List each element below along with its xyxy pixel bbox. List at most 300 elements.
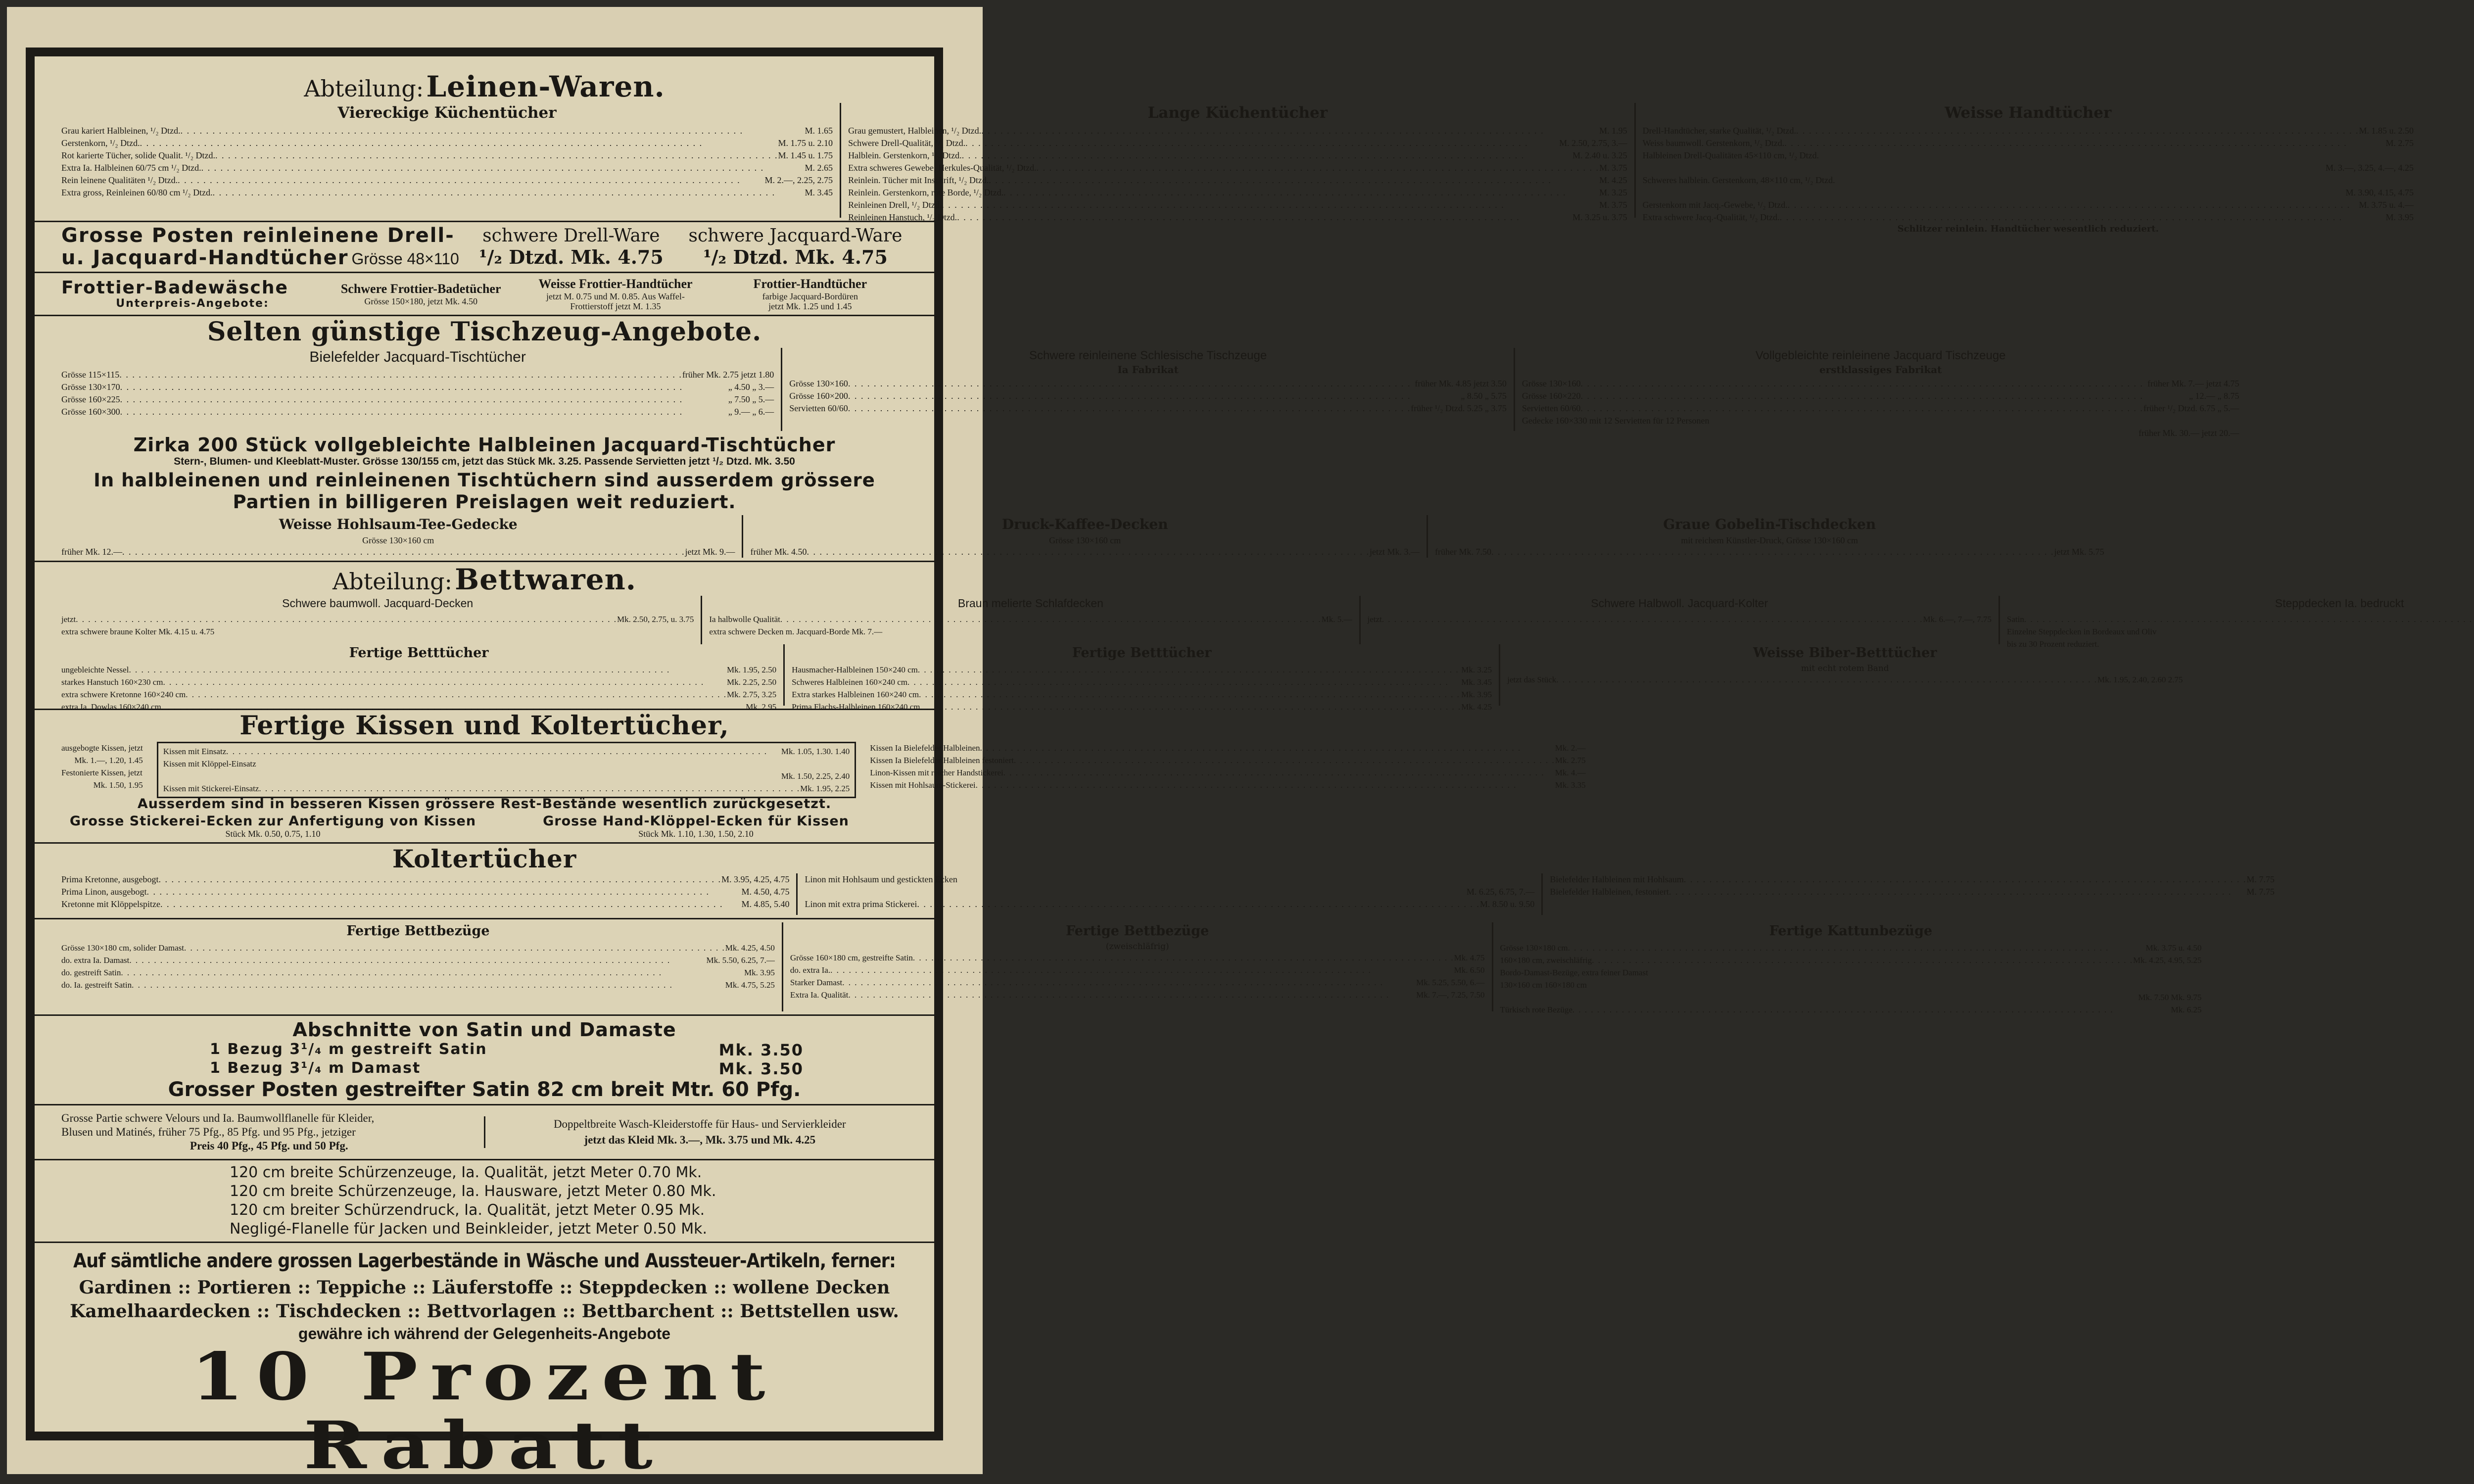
divider <box>35 272 934 273</box>
item-label: Bielefelder Halbleinen mit Hohlsaum <box>1550 874 1684 884</box>
item-label: Servietten 60/60 <box>1522 403 1581 413</box>
item-price: „ 9.— „ 6.— <box>728 407 774 417</box>
satin-line <box>61 1041 907 1059</box>
leader-dots <box>129 954 706 966</box>
item-label: Kissen mit Hohlsaum-Stickerei <box>870 780 976 790</box>
betttuecher-column <box>1499 644 2183 706</box>
schuerzen-line: 120 cm breite Schürzenzeuge, Ia. Hausware, jetzt Meter 0.80 Mk. <box>230 1183 716 1200</box>
zirka-heading: Zirka 200 Stück vollgebleichte Halbleinen Jacquard-Tischtücher <box>133 434 836 456</box>
jacquard-offer-price: ¹/₂ Dtzd. Mk. 4.75 <box>703 246 888 268</box>
column-title: Fertige Betttücher <box>1072 645 1212 661</box>
item-label: Satin <box>2006 615 2024 624</box>
price-line <box>709 625 1352 638</box>
offer-title: Frottier-Handtücher <box>753 277 867 291</box>
item-label: bis zu 30 Prozent reduziert. <box>2006 639 2099 649</box>
item-label: früher Mk. 4.50 <box>750 547 807 557</box>
item-price: M. 3.95, 4.25, 4.75 <box>721 874 790 884</box>
leader-dots <box>918 664 1461 676</box>
item-label: Reinlein. Gerstenkorn, rote Borde, ¹/₂ Dtzd. <box>848 188 1004 197</box>
leader-dots <box>186 688 727 701</box>
price-line <box>1643 199 2414 211</box>
kissen-box <box>157 742 856 798</box>
item-price: M. 1.95 <box>1599 126 1627 136</box>
item-label: Prima Flachs-Halbleinen 160×240 cm <box>792 702 920 712</box>
leader-dots <box>121 966 744 979</box>
heading-title: Fertige Kissen und Koltertücher, <box>239 711 729 741</box>
heading-title: Koltertücher <box>392 844 577 873</box>
leader-dots <box>1796 125 2359 137</box>
leader-dots <box>1522 427 2139 439</box>
item-label: Grösse 160×180 cm, gestreifte Satin <box>790 953 913 962</box>
item-label: Hausmacher-Halbleinen 150×240 cm <box>792 665 918 674</box>
section-heading-bettwaren <box>61 565 907 594</box>
schuerzen-list <box>61 1163 907 1239</box>
item-price: M. 7.75 <box>2246 874 2275 884</box>
divider <box>35 1104 934 1105</box>
leader-dots <box>119 369 682 381</box>
bett-column <box>701 596 1359 644</box>
price-line <box>61 688 776 701</box>
leader-dots <box>980 742 1555 754</box>
column-title: Vollgebleichte reinleinene Jacquard Tischzeuge <box>1755 349 2006 362</box>
leader-dots <box>215 149 778 162</box>
price-line <box>1368 613 1992 625</box>
price-line <box>1643 162 2414 174</box>
item-label: extra schwere Decken m. Jacquard-Borde Mk. 7.— <box>709 627 883 636</box>
item-label: Einzelne Steppdecken in Bordeaux und Oliv <box>2006 627 2157 636</box>
item-label: Grösse 160×300 <box>61 407 120 417</box>
item-price: Mk. 1.50, 2.25, 2.40 <box>781 771 850 781</box>
item-price: Mk. 3.75 u. 4.50 <box>2145 943 2202 953</box>
price-line <box>1500 991 2202 1004</box>
item-label: Grösse 160×220 <box>1522 391 1581 401</box>
item-label: Ia halbwolle Qualität <box>709 615 780 624</box>
price-line <box>805 898 1534 910</box>
item-price: Mk. 7.—, 7.25, 7.50 <box>1416 990 1485 1000</box>
leader-dots <box>1788 199 2359 211</box>
ecken-offer <box>484 814 907 839</box>
item-label: jetzt <box>61 615 76 624</box>
item-price: Mk. 1.95, 2.25 <box>800 784 850 793</box>
drell-offer <box>459 226 683 268</box>
item-price: Mk. 4.— <box>1555 768 1586 777</box>
bett-column <box>1359 596 1998 644</box>
price-line <box>848 187 1627 199</box>
item-label: Gerstenkorn, ¹/₂ Dtzd. <box>61 138 140 148</box>
item-price: Mk. 1.05, 1.30. 1.40 <box>781 747 850 756</box>
item-label: extra schwere braune Kolter Mk. 4.15 u. 4.75 <box>61 627 215 636</box>
price-line <box>1500 979 2202 991</box>
item-label: Extra schwere Jacq.-Qualität, ¹/₂ Dtzd. <box>1642 212 1780 222</box>
item-price: früher Mk. 2.75 jetzt 1.80 <box>682 370 774 380</box>
column-subtitle: Ia Fabrikat <box>1117 364 1179 376</box>
bezuege-columns <box>61 922 2202 1014</box>
leinen-column <box>61 103 840 218</box>
column-subtitle: erstklassiges Fabrikat <box>1819 364 1942 376</box>
price-line <box>61 162 833 174</box>
item-price: „ 4.50 „ 3.— <box>728 382 774 392</box>
price-line <box>870 754 1585 766</box>
kolter-columns <box>61 873 2275 915</box>
heading-prefix: Abteilung: <box>304 75 424 102</box>
heading-title: Selten günstige Tischzeug-Angebote. <box>207 317 762 347</box>
leader-dots <box>1580 402 2143 415</box>
item-price: M. 2.50, 2.75, 3.— <box>1559 138 1627 148</box>
column-title: Weisse Biber-Betttücher <box>1753 645 1937 661</box>
frottier-title <box>61 279 324 310</box>
item-price: Mk. 3.25 <box>1461 665 1492 674</box>
advertisement-frame <box>26 48 2414 1484</box>
price-line <box>61 754 143 766</box>
frottier-offer <box>518 277 713 311</box>
item-price: M. 3.45 <box>805 188 833 197</box>
item-label: Kretonne mit Klöppelspitze <box>61 899 160 909</box>
price-line <box>792 688 1492 701</box>
leader-dots <box>146 886 741 898</box>
item-label: do. gestreift Satin <box>61 968 121 977</box>
item-price: Mk. 4.75, 5.25 <box>725 980 775 990</box>
price-line <box>1643 174 2414 187</box>
item-price: Mk. 4.75 <box>1454 953 1485 962</box>
heading-title: Bettwaren. <box>455 563 636 596</box>
price-line <box>1643 211 2414 224</box>
drell-block <box>61 225 907 269</box>
item-price: Mk. 5.— <box>1321 615 1352 624</box>
heading-title: Leinen-Waren. <box>426 70 665 103</box>
item-label: do. extra Ia. <box>790 965 831 975</box>
item-price: M. 4.25 <box>1599 175 1627 185</box>
price-line <box>848 137 1627 149</box>
leader-dots <box>160 898 742 910</box>
leader-dots <box>965 137 1559 149</box>
price-line <box>61 954 775 966</box>
leader-dots <box>1592 954 2133 966</box>
price-line <box>61 873 789 886</box>
frottier-offer <box>713 277 907 311</box>
ecken-price: Stück Mk. 0.50, 0.75, 1.10 <box>225 829 321 839</box>
item-label: extra schwere Kretonne 160×240 cm <box>61 690 186 699</box>
leader-dots <box>848 378 1415 390</box>
velours-block <box>61 1108 907 1156</box>
item-label: Grösse 115×115 <box>61 370 120 380</box>
leader-dots <box>842 976 1416 989</box>
heading-prefix: Abteilung: <box>333 568 453 595</box>
item-price: Mk. 3.35 <box>1555 780 1586 790</box>
price-line <box>1522 427 2239 439</box>
price-line <box>61 664 776 676</box>
leader-dots <box>184 942 725 954</box>
size-text: Grösse 130×160 cm <box>362 535 434 545</box>
item-price: Mk. 4.25, 4.95, 5.25 <box>2133 956 2202 965</box>
item-price: jetzt Mk. 9.— <box>685 547 735 557</box>
leader-dots <box>1581 390 2189 402</box>
price-line <box>848 125 1627 137</box>
leader-dots <box>976 779 1555 791</box>
item-price: Mk. 5.25, 5.50, 6.— <box>1416 978 1485 987</box>
leader-dots <box>1037 162 1600 174</box>
column-title: Weisse Handtücher <box>1945 104 2112 122</box>
final-note: gewähre ich während der Gelegenheits-Angebote <box>298 1325 671 1342</box>
price-line <box>61 137 833 149</box>
leader-dots <box>962 149 1572 162</box>
item-label: starkes Hanstuch 160×230 cm <box>61 677 163 687</box>
wasch-offer <box>484 1116 908 1148</box>
bett-top-columns <box>61 596 2404 649</box>
kissen-column <box>61 742 150 794</box>
velours-text: Grosse Partie schwere Velours und Ia. Baumwollflanelle für Kleider, <box>61 1112 375 1124</box>
price-line <box>1522 390 2239 402</box>
leader-dots <box>181 125 805 137</box>
offer-text: Grösse 150×180, jetzt Mk. 4.50 <box>364 296 477 306</box>
kissen-columns <box>61 742 1586 794</box>
item-price: M. 3.95 <box>2385 212 2414 222</box>
betttuecher-column <box>61 644 783 712</box>
item-price: früher Mk. 4.85 jetzt 3.50 <box>1415 379 1507 388</box>
section-heading-tischzeug <box>61 319 907 345</box>
final-heading: Auf sämtliche andere grossen Lagerbestände in Wäsche und Aussteuer-Artikeln, ferner: <box>73 1250 896 1272</box>
item-price: Mk. 6.25 <box>2171 1005 2202 1014</box>
satin-line <box>61 1059 907 1078</box>
ecken-offer <box>61 814 484 839</box>
column-title: Fertige Bettbezüge <box>1066 923 1209 939</box>
item-label: do. extra Ia. Damast <box>61 956 130 965</box>
leader-dots <box>2024 613 2474 625</box>
item-label: Drell-Handtücher, starke Qualität, ¹/₂ Dtzd. <box>1642 126 1796 136</box>
item-label: Gerstenkorn mit Jacq.-Gewebe, ¹/₂ Dtzd. <box>1642 200 1788 210</box>
price-line <box>1522 378 2239 390</box>
item-price: M. 1.65 <box>805 126 833 136</box>
leader-dots <box>848 390 1461 402</box>
kolter-column <box>796 873 1541 915</box>
section-heading-leinen <box>61 72 907 101</box>
price-line <box>61 676 776 688</box>
column-title: Fertige Bettbezüge <box>346 923 490 939</box>
leader-dots <box>213 187 805 199</box>
leader-dots <box>917 898 1480 910</box>
price-line <box>61 886 789 898</box>
price-line <box>61 381 774 393</box>
gedecke-columns <box>61 515 2104 558</box>
section-heading-koltertuecher <box>61 844 907 873</box>
item-label: Festonierte Kissen, jetzt <box>61 768 143 777</box>
column-title: Braun melierte Schlafdecken <box>957 597 1103 610</box>
divider <box>35 842 934 844</box>
leader-dots <box>913 952 1454 964</box>
item-label: Grau kariert Halbleinen, ¹/₂ Dtzd. <box>61 126 181 136</box>
item-label: Prima Linon, ausgebogt <box>61 887 147 897</box>
column-title: Weisse Hohlsaum-Tee-Gedecke <box>279 516 518 532</box>
item-price: M. 8.50 u. 9.50 <box>1479 899 1535 909</box>
item-price: M. 1.45 u. 1.75 <box>778 150 833 160</box>
column-title: Schwere reinleinene Schlesische Tischzeuge <box>1029 349 1267 362</box>
column-note: Schlitzer reinlein. Handtücher wesentlich reduziert. <box>1897 224 2159 234</box>
item-label: jetzt <box>1367 615 1382 624</box>
item-price: Mk. 3.45 <box>1461 677 1492 687</box>
price-line <box>848 211 1627 224</box>
price-line <box>61 406 774 418</box>
item-label: Reinlein. Tücher mit Inschrift, ¹/₂ Dtzd. <box>848 175 989 185</box>
ecken-price: Stück Mk. 1.10, 1.30, 1.50, 2.10 <box>638 829 754 839</box>
offer-title: Schwere Frottier-Badetücher <box>340 281 501 296</box>
price-line <box>61 393 774 406</box>
kolter-column <box>61 873 796 915</box>
price-line <box>2007 625 2474 638</box>
item-price: M. 2.65 <box>805 163 833 173</box>
price-line <box>61 187 833 199</box>
item-price: „ 12.— „ 8.75 <box>2189 391 2239 401</box>
price-line <box>1522 402 2239 415</box>
leader-dots <box>1500 991 2139 1004</box>
leader-dots <box>120 406 728 418</box>
leader-dots <box>942 199 1599 211</box>
tischzeug-column <box>1514 348 2239 438</box>
price-line <box>61 766 143 779</box>
satin-big-offer: Grosser Posten gestreifter Satin 82 cm breit Mtr. 60 Pfg. <box>168 1078 801 1101</box>
divider <box>35 1159 934 1160</box>
section-heading-kissen <box>61 713 907 739</box>
item-price: M. 3.75 <box>1599 163 1627 173</box>
divider <box>35 221 934 222</box>
item-price: Mk. 5.50, 6.25, 7.— <box>706 956 775 965</box>
price-line <box>790 976 1485 989</box>
price-line <box>789 390 1507 402</box>
item-label: Schweres halblein. Gerstenkorn, 48×110 cm, ¹/₂ Dtzd. <box>1642 175 1835 185</box>
leader-dots <box>140 137 778 149</box>
price-line <box>1643 149 2414 162</box>
price-line <box>61 149 833 162</box>
leader-dots <box>163 676 727 688</box>
item-price: M. 2.40 u. 3.25 <box>1572 150 1627 160</box>
offer-title: Weisse Frottier-Handtücher <box>538 277 693 291</box>
leinen-column <box>840 103 1634 222</box>
newspaper-page <box>7 7 2414 1484</box>
offer-text: farbige Jacquard-Bordüren <box>762 291 858 301</box>
price-line <box>792 664 1492 676</box>
item-price: Mk. 1.50, 1.95 <box>93 780 143 790</box>
item-price: M. 3.25 u. 3.75 <box>1572 212 1627 222</box>
price-line <box>805 873 1534 886</box>
price-line <box>163 758 850 770</box>
price-line <box>1435 546 2104 558</box>
price-line <box>61 979 775 991</box>
price-line <box>870 742 1585 754</box>
price-line <box>790 964 1485 976</box>
item-label: Grösse 130×180 cm <box>1500 943 1568 953</box>
price-line <box>790 989 1485 1001</box>
item-label: Grösse 160×225 <box>61 394 120 404</box>
divider <box>35 315 934 316</box>
column-title: Graue Gobelin-Tischdecken <box>1663 516 1876 532</box>
item-label: Weiss baumwoll. Gerstenkorn, ¹/₂ Dtzd. <box>1642 138 1785 148</box>
leader-dots <box>1014 754 1555 766</box>
item-label: Kissen Ia Bielefelder Halbleinen <box>870 743 980 753</box>
price-line <box>1643 137 2414 149</box>
price-line <box>61 942 775 954</box>
final-list: Gardinen :: Portieren :: Teppiche :: Läuferstoffe :: Steppdecken :: wollene Decken <box>79 1277 890 1298</box>
column-title: Lange Küchentücher <box>1147 104 1328 122</box>
item-price: Mk. 1.95, 2.40, 2.60 2.75 <box>2097 675 2183 684</box>
offer-text: jetzt M. 0.75 und M. 0.85. Aus Waffel- <box>546 291 685 301</box>
item-label: Halblein. Gerstenkorn, ¹/₂ Dtzd. <box>848 150 962 160</box>
betttuecher-column <box>783 644 1499 712</box>
item-label: do. Ia. gestreift Satin <box>61 980 132 990</box>
column-title: Fertige Betttücher <box>349 645 489 661</box>
item-label: Grau gemustert, Halbleinen, ¹/₂ Dtzd. <box>848 126 982 136</box>
bezuege-column <box>1492 922 2202 1014</box>
item-label: ungebleichte Nessel <box>61 665 129 674</box>
price-line <box>1522 415 2239 427</box>
price-line <box>61 546 735 558</box>
column-title: Viereckige Küchentücher <box>337 104 557 122</box>
price-line <box>163 770 850 782</box>
item-label: Starker Damast <box>790 978 843 987</box>
drell-size: Grösse 48×110 <box>351 250 459 268</box>
item-price: Mk. 3.95 <box>744 968 775 977</box>
wasch-text: jetzt das Kleid Mk. 3.—, Mk. 3.75 und Mk. 4.25 <box>584 1134 816 1146</box>
item-label: Reinleinen Hanstuch, ¹/₂ Dtzd. <box>848 212 957 222</box>
price-line <box>163 782 850 795</box>
item-label: Gedecke 160×330 mit 12 Servietten für 12 Personen <box>1522 416 1710 426</box>
item-price: früher ¹/₂ Dtzd. 6.75 „ 5.— <box>2143 403 2239 413</box>
leader-dots <box>120 381 728 393</box>
price-line <box>1500 1004 2202 1016</box>
gedecke-column <box>742 515 1426 558</box>
offer-text: Frottierstoff jetzt M. 1.35 <box>570 301 661 311</box>
ecken-row <box>61 814 907 839</box>
leader-dots <box>1784 137 2385 149</box>
ecken-title: Grosse Hand-Klöppel-Ecken für Kissen <box>543 814 849 829</box>
schuerzen-line: 120 cm breite Schürzenzeuge, Ia. Qualität, jetzt Meter 0.70 Mk. <box>230 1164 702 1181</box>
item-price: M. 1.85 u. 2.50 <box>2359 126 2414 136</box>
price-line <box>790 952 1485 964</box>
item-price: M. 2.—, 2.25, 2.75 <box>764 175 833 185</box>
item-price: Mk. 2.95 <box>746 702 777 712</box>
item-price: Mk. 4.25 <box>1461 702 1492 712</box>
kissen-column <box>863 742 1585 794</box>
item-price: jetzt Mk. 3.— <box>1369 547 1420 557</box>
leader-dots <box>163 770 781 782</box>
leader-dots <box>1568 942 2146 954</box>
rabatt-headline: 10 Prozent Rabatt <box>191 1339 778 1484</box>
leader-dots <box>1003 766 1555 779</box>
leader-dots <box>132 979 725 991</box>
item-price: Mk. 1.—, 1.20, 1.45 <box>74 756 143 765</box>
size-text: mit reichem Künstler-Druck, Grösse 130×160 cm <box>1681 535 1858 545</box>
price-line <box>61 742 143 754</box>
price-line <box>1643 187 2414 199</box>
price-line <box>61 625 694 638</box>
leader-dots <box>120 393 728 406</box>
item-price: M. 3.90, 4.15, 4.75 <box>2345 188 2414 197</box>
item-price: „ 8.50 „ 5.75 <box>1461 391 1507 401</box>
leader-dots <box>226 745 781 758</box>
price-line <box>61 174 833 187</box>
item-price: Mk. 2.50, 2.75, u. 3.75 <box>617 615 694 624</box>
price-line <box>2007 613 2474 625</box>
leader-dots <box>919 688 1461 701</box>
tischzeug-column <box>61 348 781 431</box>
item-label: 160×180 cm, zweischläfrig <box>1500 956 1592 965</box>
final-list: Kamelhaardecken :: Tischdecken :: Bettvorlagen :: Bettbarchent :: Bettstellen usw. <box>70 1301 899 1322</box>
price-line <box>1507 673 2183 686</box>
price-line <box>789 378 1507 390</box>
item-label: Bordo-Damast-Bezüge, extra feiner Damast <box>1500 968 1648 977</box>
schuerzen-line: 120 cm breiter Schürzendruck, Ia. Qualität, jetzt Meter 0.95 Mk. <box>230 1201 705 1219</box>
column-title: Schwere Halbwoll. Jacquard-Kolter <box>1591 597 1768 610</box>
price-line <box>848 199 1627 211</box>
item-price: Mk. 1.95, 2.50 <box>727 665 777 674</box>
leinen-columns <box>61 103 2414 234</box>
